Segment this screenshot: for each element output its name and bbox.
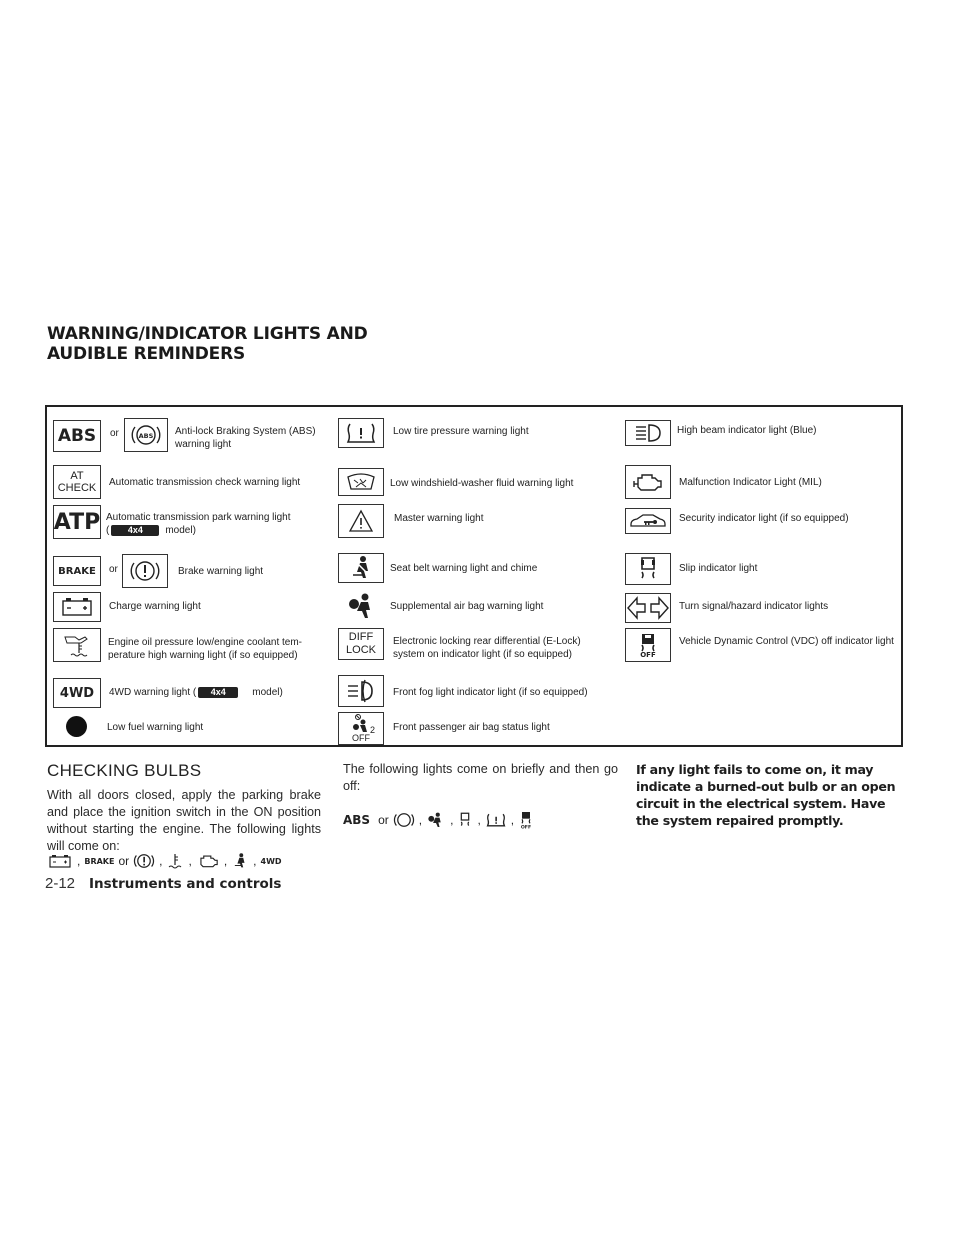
tire-label: Low tire pressure warning light — [393, 426, 529, 437]
seat-belt-icon — [338, 553, 384, 583]
master-label: Master warning light — [394, 513, 484, 524]
svg-text:ABS: ABS — [138, 432, 154, 440]
oil-coolant-icon — [53, 628, 101, 662]
atp-icon-text: ATP — [53, 509, 101, 535]
page-number: 2-12 — [45, 875, 76, 892]
heading-line-2: AUDIBLE REMINDERS — [47, 344, 246, 364]
comma: , — [510, 813, 515, 827]
brake-circle-icon — [122, 554, 168, 588]
charge-label: Charge warning light — [109, 601, 201, 612]
fog-label: Front fog light indicator light (if so equipped) — [393, 687, 588, 698]
atp-label-open: ( — [106, 525, 110, 536]
low-fuel-icon — [66, 716, 87, 737]
battery-icon — [53, 592, 101, 622]
ignition-lights-row — [47, 852, 282, 870]
abs-circle-icon — [124, 418, 168, 452]
off-text: OFF — [352, 733, 370, 743]
comma: , — [253, 854, 257, 868]
comma: , — [477, 813, 481, 827]
security-car-icon — [625, 508, 671, 534]
checking-para-1: With all doors closed, apply the parking brake and place the ignition switch in the ON position without starting the engine. The following lights will come on: — [47, 788, 321, 853]
vdc-off-text: OFF — [640, 650, 656, 659]
security-label: Security indicator light (if so equipped) — [679, 513, 849, 524]
tire-pressure-inline-icon — [485, 812, 507, 828]
brief-lights-row — [343, 810, 534, 830]
or-text: or — [109, 564, 118, 575]
washer-label: Low windshield-washer fluid warning light — [390, 478, 574, 489]
atp-label-line1: Automatic transmission park warning light — [106, 512, 291, 523]
abs-label: Anti-lock Braking System (ABS) warning light — [175, 426, 316, 450]
vdc-label: Vehicle Dynamic Control (VDC) off indicator light — [679, 636, 894, 647]
washer-fluid-icon — [338, 468, 384, 496]
checking-bulbs-title: CHECKING BULBS — [47, 761, 202, 780]
atp-label-model: model) — [165, 525, 196, 536]
4x4-badge-icon: 4x4 — [111, 525, 159, 536]
checking-para-2: The following lights come on briefly and then go off: — [343, 762, 618, 793]
heading-line-1: WARNING/INDICATOR LIGHTS AND — [47, 324, 368, 344]
svg-text:2: 2 — [370, 725, 376, 734]
diff-lock-icon — [338, 628, 384, 660]
mil-label: Malfunction Indicator Light (MIL) — [679, 477, 822, 488]
comma: , — [450, 813, 454, 827]
4wd-inline-icon: 4WD — [260, 856, 282, 866]
passenger-label: Front passenger air bag status light — [393, 722, 550, 733]
4wd-label-text: 4WD warning light ( — [109, 687, 197, 698]
at-check-label: Automatic transmission check warning light — [109, 477, 301, 488]
oil-label: Engine oil pressure low/engine coolant tem-perature high warning light (if so equipped) — [108, 637, 302, 661]
slip-inline-icon — [457, 811, 473, 829]
passenger-airbag-icon — [338, 712, 384, 745]
checking-para-3: If any light fails to come on, it may indicate a burned-out bulb or an open circuit in the electrical system. Have the system repaired promptly. — [636, 762, 896, 828]
4wd-icon — [53, 678, 101, 708]
abs-inline-icon: ABS — [343, 813, 371, 827]
brake-icon-text: BRAKE — [58, 565, 96, 577]
brake-label: Brake warning light — [178, 566, 264, 577]
turn-signal-icon — [625, 593, 671, 623]
battery-icon — [47, 853, 73, 869]
engine-check-icon — [625, 465, 671, 499]
vdc-off-inline-icon — [518, 810, 534, 830]
low-fuel-label: Low fuel warning light — [107, 722, 204, 733]
comma: , — [77, 854, 81, 868]
comma: , — [223, 854, 228, 868]
seatbelt-label: Seat belt warning light and chime — [390, 563, 538, 574]
4x4-badge-icon: 4x4 — [198, 687, 238, 698]
airbag-inline-icon — [426, 811, 446, 829]
fog-light-icon — [338, 675, 384, 707]
seat-belt-inline-icon — [231, 852, 249, 870]
svg-text:OFF: OFF — [520, 825, 532, 830]
master-warning-icon — [338, 504, 384, 538]
airbag-label: Supplemental air bag warning light — [390, 601, 544, 612]
engine-check-inline-icon — [196, 853, 220, 869]
or-text: or — [378, 813, 389, 827]
highbeam-label: High beam indicator light (Blue) — [677, 425, 817, 436]
lock-text: LOCK — [346, 644, 376, 656]
or-text: or — [118, 854, 130, 868]
4wd-icon-text: 4WD — [59, 685, 95, 701]
airbag-icon — [345, 592, 379, 620]
high-beam-icon — [625, 420, 671, 446]
abs-text-icon — [53, 420, 101, 452]
vdc-off-icon — [625, 628, 671, 662]
turn-label: Turn signal/hazard indicator lights — [679, 601, 829, 612]
or-text: or — [110, 428, 119, 439]
tire-pressure-icon — [338, 418, 384, 448]
abs-circle-inline-icon — [393, 811, 415, 829]
4wd-label — [109, 686, 283, 699]
section-name: Instruments and controls — [89, 876, 282, 892]
brake-inline-icon: BRAKE — [84, 856, 115, 866]
diff-text: DIFF — [348, 631, 374, 643]
page-heading — [47, 324, 368, 364]
slip-indicator-icon — [625, 553, 671, 585]
at-check-icon — [53, 465, 101, 499]
abs-icon-text: ABS — [57, 426, 97, 446]
oil-coolant-inline-icon — [166, 852, 184, 870]
comma: , — [418, 813, 423, 827]
comma: , — [188, 854, 192, 868]
atp-icon — [53, 505, 101, 539]
brake-circle-inline-icon — [133, 852, 155, 870]
comma: , — [159, 854, 163, 868]
atp-label — [106, 511, 326, 537]
4wd-label-model: model) — [252, 687, 283, 698]
brake-text-icon — [53, 556, 101, 586]
check-text: CHECK — [57, 482, 97, 494]
slip-label: Slip indicator light — [679, 563, 758, 574]
at-text: AT — [70, 470, 84, 482]
diff-label: Electronic locking rear differential (E-Lock) system on indicator light (if so equipped) — [393, 636, 581, 660]
